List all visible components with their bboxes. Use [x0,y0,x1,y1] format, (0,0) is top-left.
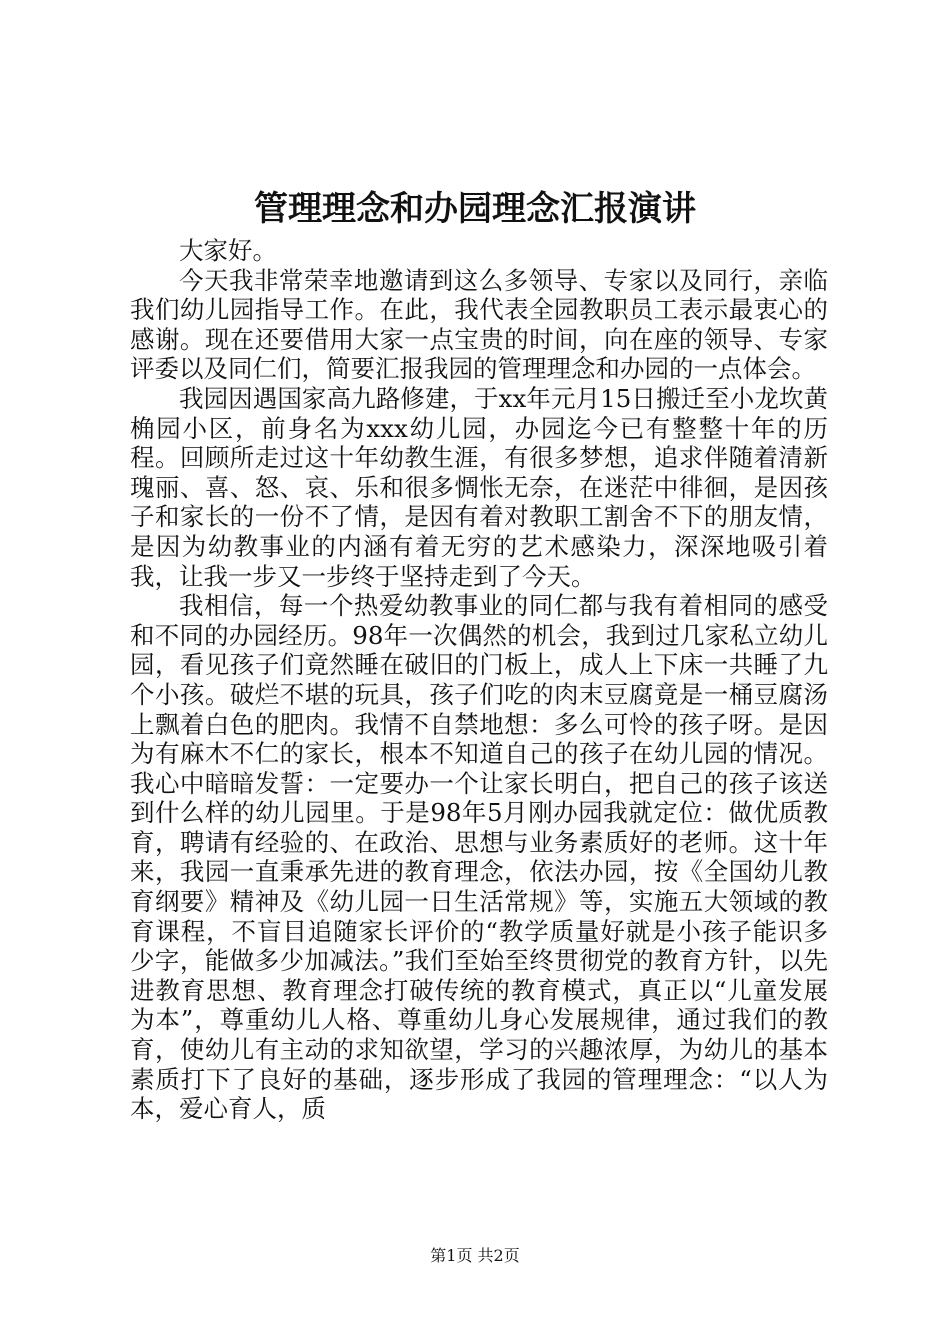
paragraph-greeting: 大家好。 [179,236,277,265]
document-title: 管理理念和办园理念汇报演讲 [254,189,696,229]
document-body [130,236,828,1124]
page-number-footer: 第1页 共2页 [430,1246,520,1265]
paragraph-philosophy: 我相信，每一个热爱幼教事业的同仁都与我有着相同的感受和不同的办园经历。98年一次偶然的机会，我到过几家私立幼儿园，看见孩子们竟然睡在破旧的门板上，成人上下床一共睡了九个小孩。破烂不堪的玩具，孩子们吃的肉末豆腐竟是一桶豆腐汤上飘着白色的肥肉。我情不自禁地想：多么可怜的孩子呀。是因为有麻木不仁的家长，根本不知道自己的孩子在幼儿园的情况。我心中暗暗发誓：一定要办一个让家长明白，把自己的孩子该送到什么样的幼儿园里。于是98年5月刚办园我就定位：做优质教育，聘请有经验的、在政治、思想与业务素质好的老师。这十年来，我园一直秉承先进的教育理念，依法办园，按《全国幼儿教育纲要》精神及《幼儿园一日生活常规》等，实施五大领域的教育课程，不盲目追随家长评价的“教学质量好就是小孩子能识多少字，能做多少加减法。”我们至始至终贯彻党的教育方针，以先进教育思想、教育理念打破传统的教育模式，真正以“儿童发展为本”，尊重幼儿人格、尊重幼儿身心发展规律，通过我们的教育，使幼儿有主动的求知欲望，学习的兴趣浓厚，为幼儿的基本素质打下了良好的基础，逐步形成了我园的管理理念：“以人为本，爱心育人，质 [130,591,828,1124]
paragraph-history: 我园因遇国家高九路修建，于xx年元月15日搬迁至小龙坎黄桷园小区，前身名为xxx幼儿园，办园迄今已有整整十年的历程。回顾所走过这十年幼教生涯，有很多梦想，追求伴随着清新瑰丽、喜、怒、哀、乐和很多惆怅无奈，在迷茫中徘徊，是因孩子和家长的一份不了情，是因有着对教职工割舍不下的朋友情，是因为幼教事业的内涵有着无穷的艺术感染力，深深地吸引着我，让我一步又一步终于坚持走到了今天。 [130,383,828,591]
paragraph-introduction: 今天我非常荣幸地邀请到这么多领导、专家以及同行，亲临我们幼儿园指导工作。在此，我代表全园教职员工表示最衷心的感谢。现在还要借用大家一点宝贵的时间，向在座的领导、专家评委以及同仁们，简要汇报我园的管理理念和办园的一点体会。 [130,265,828,384]
